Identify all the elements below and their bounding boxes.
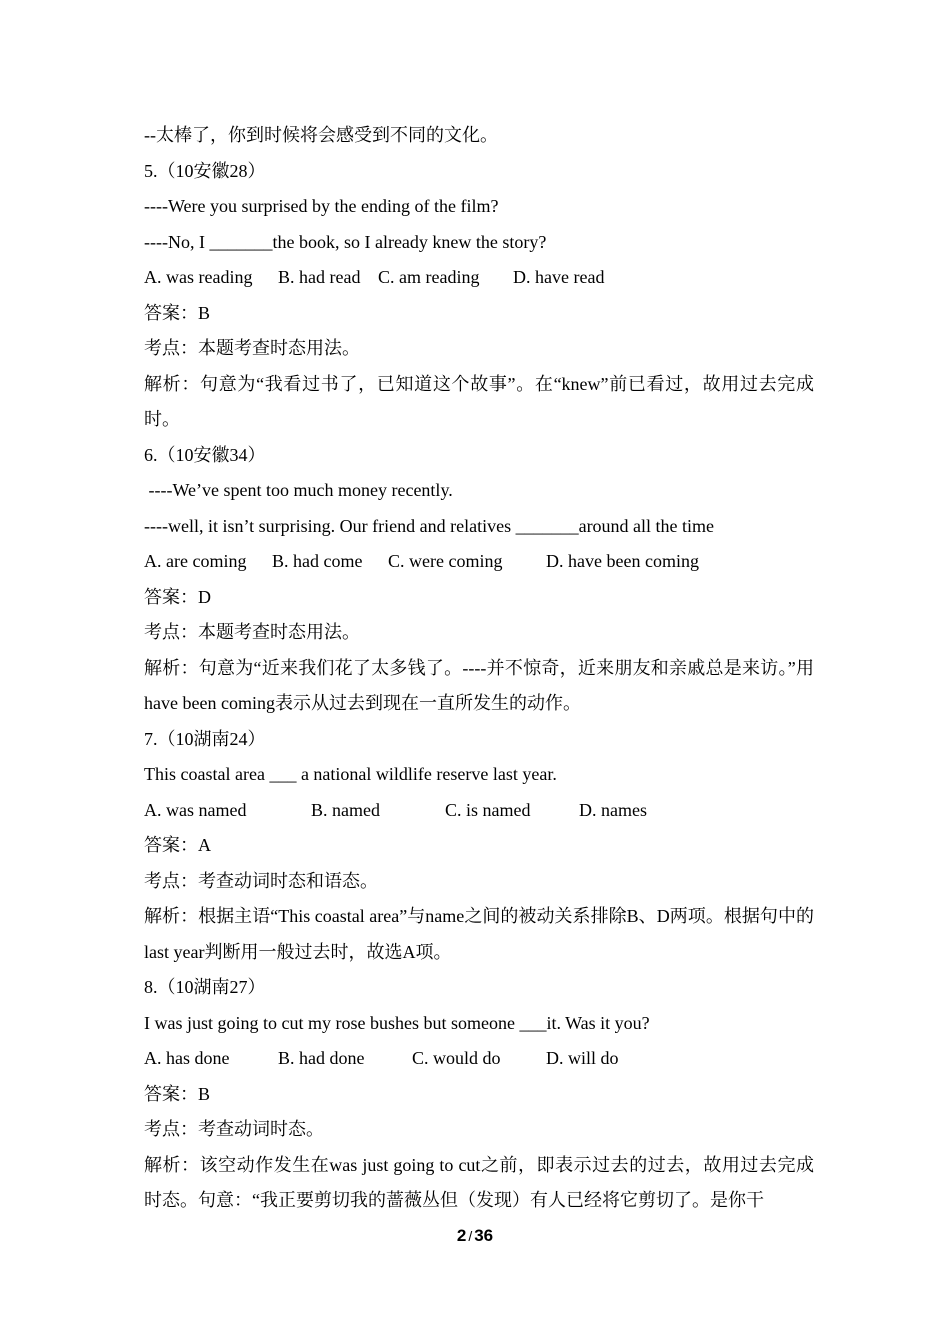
page-separator: / [468, 1228, 473, 1244]
question-5-options [144, 260, 814, 296]
page-number [0, 1226, 950, 1246]
question-7-options [144, 793, 814, 829]
option-b: B. had done [278, 1048, 365, 1068]
question-5-point: 考点：本题考查时态用法。 [144, 338, 360, 358]
option-d: D. have read [513, 267, 605, 287]
question-8-options [144, 1041, 814, 1077]
question-7-number: 7.（10湖南24） [144, 728, 266, 749]
option-d: D. have been coming [546, 551, 699, 571]
option-a: A. was named [144, 799, 247, 820]
option-d: D. will do [546, 1048, 619, 1068]
question-7-answer: 答案：A [144, 835, 211, 855]
question-5-line-2: ----No, I _______the book, so I already knew the story? [144, 231, 547, 252]
option-c: C. would do [412, 1048, 501, 1068]
option-d: D. names [579, 799, 647, 820]
option-a: A. was reading [144, 267, 253, 287]
question-8-point: 考点：考查动词时态。 [144, 1119, 324, 1139]
question-7-line-1: This coastal area ___ a national wildlife reserve last year. [144, 764, 557, 784]
question-5-line-1: ----Were you surprised by the ending of the film? [144, 196, 499, 216]
question-8-analysis: 解析：该空动作发生在was just going to cut之前，即表示过去的过去，故用过去完成时态。句意：“我正要剪切我的蔷薇丛但（发现）有人已经将它剪切了。是你干 [144, 1154, 814, 1210]
question-7-point: 考点：考查动词时态和语态。 [144, 870, 378, 891]
question-5-number: 5.（10安徽28） [144, 160, 266, 181]
option-c: C. am reading [378, 267, 480, 287]
question-6-line-2: ----well, it isn’t surprising. Our friend and relatives _______around all the time [144, 515, 715, 536]
question-8-answer: 答案：B [144, 1083, 211, 1104]
dialogue-translation-line: --太棒了，你到时候将会感受到不同的文化。 [144, 125, 498, 145]
question-6-options [144, 544, 814, 580]
question-8-line-1: I was just going to cut my rose bushes but someone ___it. Was it you? [144, 1012, 650, 1033]
question-6-number: 6.（10安徽34） [144, 444, 266, 465]
question-6-line-1: ----We’ve spent too much money recently. [144, 480, 453, 500]
question-8-number: 8.（10湖南27） [144, 977, 266, 997]
question-6-answer: 答案：D [144, 586, 211, 607]
question-5-analysis: 解析：句意为“我看过书了，已知道这个故事”。在“knew”前已看过，故用过去完成时。 [144, 373, 814, 429]
question-6-analysis: 解析：句意为“近来我们花了太多钱了。----并不惊奇，近来朋友和亲戚总是来访。”用have been coming表示从过去到现在一直所发生的动作。 [144, 657, 814, 713]
option-a: A. has done [144, 1048, 230, 1068]
option-b: B. named [311, 799, 380, 820]
question-6-point: 考点：本题考查时态用法。 [144, 622, 360, 642]
question-5-answer: 答案：B [144, 302, 211, 323]
option-a: A. are coming [144, 551, 247, 571]
option-c: C. is named [445, 799, 531, 820]
option-b: B. had read [278, 267, 361, 287]
total-pages: 36 [474, 1226, 494, 1245]
current-page: 2 [456, 1226, 467, 1245]
page-content [144, 118, 814, 1219]
option-b: B. had come [272, 551, 363, 571]
option-c: C. were coming [388, 551, 503, 571]
question-7-analysis: 解析：根据主语“This coastal area”与name之间的被动关系排除B、D两项。根据句中的last year判断用一般过去时，故选A项。 [144, 906, 814, 962]
